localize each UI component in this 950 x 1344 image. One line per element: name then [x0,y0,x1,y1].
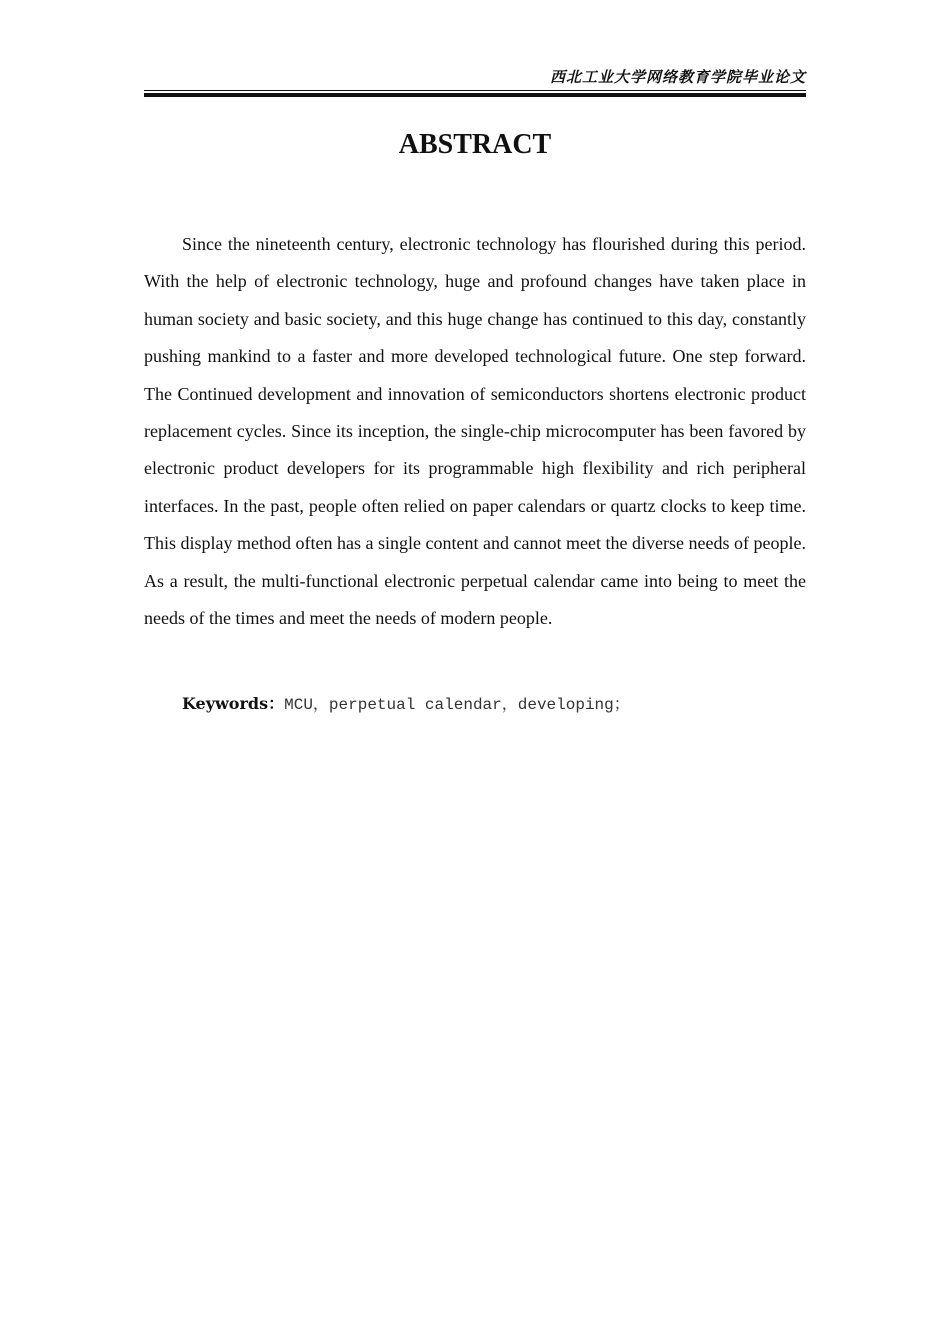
header-rule-thick [144,93,806,97]
keywords-line [182,692,806,717]
keywords-label: Keywords： [182,694,285,713]
abstract-title: ABSTRACT [398,129,552,160]
abstract-paragraph: Since the nineteenth century, electronic technology has flourished during this period. With the help of electronic technology, huge and profound changes have taken place in human society and basic society, and this huge change has continued to this day, constantly pushing mankind to a faster and more developed technological future. One step forward. The Continued development and innovation of semiconductors shortens electronic product replacement cycles. Since its inception, the single-chip microcomputer has been favored by electronic product developers for its programmable high flexibility and rich peripheral interfaces. In the past, people often relied on paper calendars or quartz clocks to keep time. This display method often has a single content and cannot meet the diverse needs of people. As a result, the multi-functional electronic perpetual calendar came into being to meet the needs of the times and meet the needs of modern people. [144,234,806,629]
keywords-values: MCU，perpetual calendar，developing； [284,696,630,714]
header-rule-thin [144,90,806,91]
page-header [144,66,806,97]
header-institution-title: 西北工业大学网络教育学院毕业论文 [549,68,806,86]
